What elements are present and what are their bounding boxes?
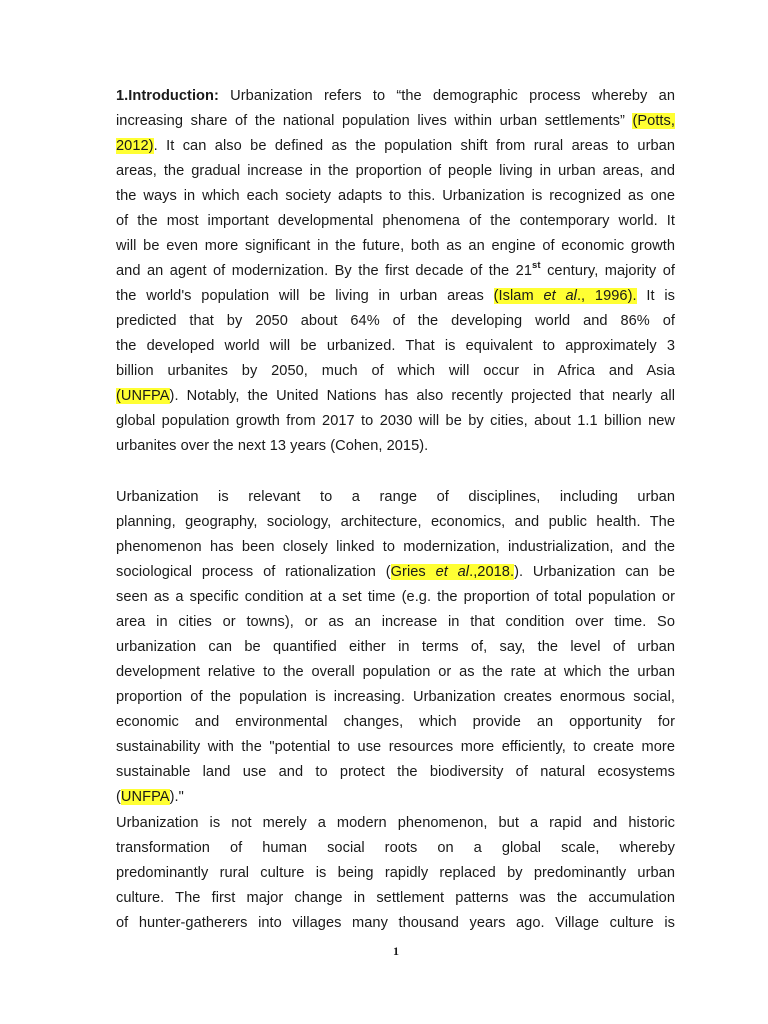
highlighted-citation: 2012) [116,138,154,154]
text-line: sustainability with the "potential to use resources more efficiently, to create more [116,739,675,755]
text-line: of hunter-gatherers into villages many thousand years ago. Village culture is [116,915,675,931]
page-number: 1 [393,944,399,958]
text-line: areas, the gradual increase in the proportion of people living in urban areas, and [116,163,675,179]
text-line: Urbanization is relevant to a range of disciplines, including urban [116,489,675,505]
text-line: Urbanization is not merely a modern phenomenon, but a rapid and historic [116,815,675,831]
text-line: billion urbanites by 2050, much of which will occur in Africa and Asia [116,363,675,379]
text-line: and an agent of modernization. By the first decade of the 21st century, majority of [116,260,675,279]
text-line: predicted that by 2050 about 64% of the developing world and 86% of [116,313,675,329]
text-line: 1.Introduction: Urbanization refers to “the demographic process whereby an [116,88,675,104]
text-line: the ways in which each society adapts to this. Urbanization is recognized as one [116,188,675,204]
text-line: area in cities or towns), or as an increase in that condition over time. So [116,614,675,630]
text-line: of the most important developmental phenomena of the contemporary world. It [116,213,675,229]
highlighted-citation: Gries et al.,2018. [390,564,515,580]
section-heading: 1.Introduction: [116,88,219,104]
text-line: increasing share of the national population lives within urban settlements” (Potts, [116,113,675,129]
text-line: (UNFPA). Notably, the United Nations has also recently projected that nearly all [116,388,675,404]
text-line: urbanites over the next 13 years (Cohen, 2015). [116,438,429,454]
text-line: the world's population will be living in urban areas (Islam et al., 1996). It is [116,288,675,304]
text-line: 2012). It can also be defined as the population shift from rural areas to urban [116,138,675,154]
text-line: will be even more significant in the future, both as an engine of economic growth [116,238,675,254]
superscript: st [532,260,541,272]
highlighted-citation: (UNFPA [116,388,170,404]
text-line: proportion of the population is increasing. Urbanization creates enormous social, [116,689,675,705]
highlighted-citation: (Islam et al., 1996). [493,288,637,304]
text-line: sustainable land use and to protect the biodiversity of natural ecosystems [116,764,675,780]
text-line: global population growth from 2017 to 2030 will be by cities, about 1.1 billion new [116,413,675,429]
highlighted-citation: UNFPA [120,789,170,805]
text-line: the developed world will be urbanized. That is equivalent to approximately 3 [116,338,675,354]
text-line: culture. The first major change in settlement patterns was the accumulation [116,890,675,906]
highlighted-citation: (Potts, [632,113,675,129]
text-line: economic and environmental changes, which provide an opportunity for [116,714,675,730]
text-line: transformation of human social roots on a global scale, whereby [116,840,675,856]
text-line: predominantly rural culture is being rapidly replaced by predominantly urban [116,865,675,881]
text-line: sociological process of rationalization (Gries et al.,2018.). Urbanization can be [116,564,676,580]
text-line: (UNFPA)." [116,789,184,805]
text-line: urbanization can be quantified either in terms of, say, the level of urban [116,639,675,655]
text-line: planning, geography, sociology, architecture, economics, and public health. The [116,514,675,530]
text-line: phenomenon has been closely linked to modernization, industrialization, and the [116,539,675,555]
text-line: seen as a specific condition at a set time (e.g. the proportion of total population or [116,589,675,605]
text-line: development relative to the overall population or as the rate at which the urban [116,664,675,680]
